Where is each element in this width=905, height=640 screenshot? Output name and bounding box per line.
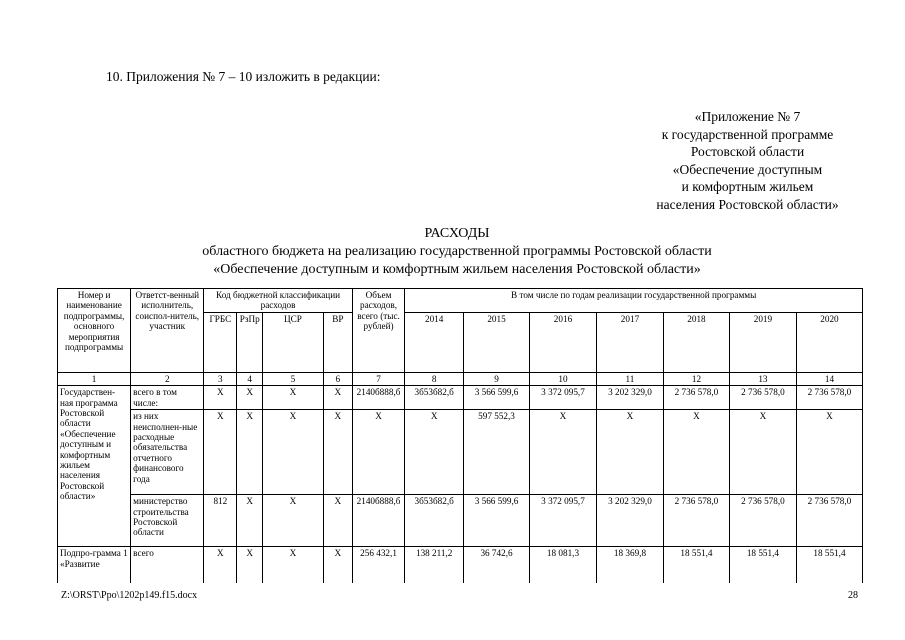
appendix-line: населения Ростовской области» bbox=[656, 196, 839, 212]
value-cell: 3 566 599,6 bbox=[464, 495, 530, 547]
header-year: 2016 bbox=[530, 312, 597, 372]
value-cell: 3б53б82,б bbox=[405, 386, 464, 410]
col-number: 10 bbox=[530, 372, 597, 385]
title-line-1: РАСХОДЫ bbox=[424, 226, 490, 241]
table-row bbox=[58, 386, 863, 410]
value-cell: Х bbox=[263, 495, 324, 547]
value-cell: 3 202 329,0 bbox=[596, 495, 663, 547]
value-cell: 36 742,6 bbox=[464, 547, 530, 583]
value-cell: Х bbox=[204, 547, 237, 583]
value-cell: 3 372 095,7 bbox=[530, 386, 597, 410]
value-cell: Х bbox=[237, 547, 263, 583]
value-cell: Х bbox=[796, 410, 862, 495]
value-cell: Х bbox=[237, 386, 263, 410]
value-cell: Х bbox=[729, 410, 796, 495]
value-cell: Х bbox=[237, 410, 263, 495]
value-cell: 2140б888,б bbox=[352, 386, 405, 410]
header-year: 2020 bbox=[796, 312, 862, 372]
col-number: 3 bbox=[204, 372, 237, 385]
col-number: 8 bbox=[405, 372, 464, 385]
value-cell: Х bbox=[596, 410, 663, 495]
header-years-group: В том числе по годам реализации государственной программы bbox=[405, 289, 863, 313]
value-cell: Х bbox=[263, 547, 324, 583]
value-cell: 18 551,4 bbox=[663, 547, 729, 583]
value-cell: 812 bbox=[204, 495, 237, 547]
value-cell: 2 736 578,0 bbox=[663, 386, 729, 410]
value-cell: Х bbox=[263, 386, 324, 410]
value-cell: Х bbox=[204, 410, 237, 495]
value-cell: 256 432,1 bbox=[352, 547, 405, 583]
value-cell: 2 736 578,0 bbox=[663, 495, 729, 547]
header-year: 2017 bbox=[596, 312, 663, 372]
header-executor: Ответст-венный исполнитель, соиспол-нитель, участник bbox=[131, 289, 204, 373]
appendix-line: к государственной программе bbox=[661, 126, 834, 142]
value-cell: 138 211,2 bbox=[405, 547, 464, 583]
value-cell: 2140б888,б bbox=[352, 495, 405, 547]
executor-cell: всего в том числе: bbox=[131, 386, 204, 410]
value-cell: 3 566 599,6 bbox=[464, 386, 530, 410]
expenses-table bbox=[57, 288, 863, 583]
header-year: 2015 bbox=[464, 312, 530, 372]
col-number: 14 bbox=[796, 372, 862, 385]
program-name-cell: Государствен-ная программа Ростовской области «Обеспечение доступным и комфортным жильем населения Ростовской области» bbox=[58, 386, 131, 547]
col-number: 5 bbox=[263, 372, 324, 385]
col-number: 12 bbox=[663, 372, 729, 385]
value-cell: Х bbox=[352, 410, 405, 495]
col-number: 11 bbox=[596, 372, 663, 385]
header-csr: ЦСР bbox=[263, 312, 324, 372]
appendix-heading bbox=[620, 108, 875, 213]
value-cell: Х bbox=[204, 386, 237, 410]
subprogram-name-cell: Подпро-грамма 1 «Развитие bbox=[58, 547, 131, 583]
header-volume: Объем расходов, всего (тыс. рублей) bbox=[352, 289, 405, 373]
col-number: 13 bbox=[729, 372, 796, 385]
value-cell: 2 736 578,0 bbox=[729, 386, 796, 410]
value-cell: Х bbox=[323, 547, 352, 583]
appendix-line: «Обеспечение доступным bbox=[672, 161, 823, 177]
executor-cell: из них неисполнен-ные расходные обязательства отчетного финансового года bbox=[131, 410, 204, 495]
document-title bbox=[52, 225, 862, 279]
table-row bbox=[58, 410, 863, 495]
col-number: 7 bbox=[352, 372, 405, 385]
column-numbers-row bbox=[58, 372, 863, 385]
header-rzpr: РзПр bbox=[237, 312, 263, 372]
header-year: 2018 bbox=[663, 312, 729, 372]
appendix-line: и комфортным жильем bbox=[681, 179, 814, 194]
value-cell: Х bbox=[663, 410, 729, 495]
table-row bbox=[58, 547, 863, 583]
executor-cell: министерство строительства Ростовской области bbox=[131, 495, 204, 547]
value-cell: 18 081,3 bbox=[530, 547, 597, 583]
value-cell: 3 372 095,7 bbox=[530, 495, 597, 547]
col-number: 6 bbox=[323, 372, 352, 385]
value-cell: 2 736 578,0 bbox=[796, 495, 862, 547]
value-cell: 3б53б82,б bbox=[405, 495, 464, 547]
value-cell: 597 552,3 bbox=[464, 410, 530, 495]
value-cell: 18 551,4 bbox=[729, 547, 796, 583]
value-cell: Х bbox=[237, 495, 263, 547]
col-number: 9 bbox=[464, 372, 530, 385]
title-line-2: областного бюджета на реализацию государственной программы Ростовской области bbox=[202, 244, 712, 259]
value-cell: Х bbox=[323, 410, 352, 495]
executor-cell: всего bbox=[131, 547, 204, 583]
value-cell: 3 202 329,0 bbox=[596, 386, 663, 410]
col-number: 4 bbox=[237, 372, 263, 385]
col-number: 1 bbox=[58, 372, 131, 385]
value-cell: 18 369,8 bbox=[596, 547, 663, 583]
appendix-line: Ростовской области bbox=[690, 144, 805, 159]
value-cell: Х bbox=[405, 410, 464, 495]
value-cell: Х bbox=[530, 410, 597, 495]
title-line-3: «Обеспечение доступным и комфортным жильем населения Ростовской области» bbox=[213, 262, 701, 277]
header-code-group: Код бюджетной классификации расходов bbox=[204, 289, 352, 313]
value-cell: Х bbox=[323, 495, 352, 547]
col-number: 2 bbox=[131, 372, 204, 385]
value-cell: 2 736 578,0 bbox=[729, 495, 796, 547]
value-cell: Х bbox=[323, 386, 352, 410]
header-vr: ВР bbox=[323, 312, 352, 372]
value-cell: 18 551,4 bbox=[796, 547, 862, 583]
header-year: 2014 bbox=[405, 312, 464, 372]
header-name: Номер и наименование подпрограммы, основного мероприятия подпрограммы bbox=[58, 289, 131, 373]
appendix-line: «Приложение № 7 bbox=[694, 109, 801, 124]
table-row bbox=[58, 495, 863, 547]
header-grbs: ГРБС bbox=[204, 312, 237, 372]
intro-text: 10. Приложения № 7 – 10 изложить в редакции: bbox=[106, 69, 381, 84]
value-cell: 2 736 578,0 bbox=[796, 386, 862, 410]
file-path: Z:\ORST\Ppo\1202p149.f15.docx bbox=[61, 590, 198, 601]
header-year: 2019 bbox=[729, 312, 796, 372]
page-number: 28 bbox=[848, 590, 858, 601]
value-cell: Х bbox=[263, 410, 324, 495]
